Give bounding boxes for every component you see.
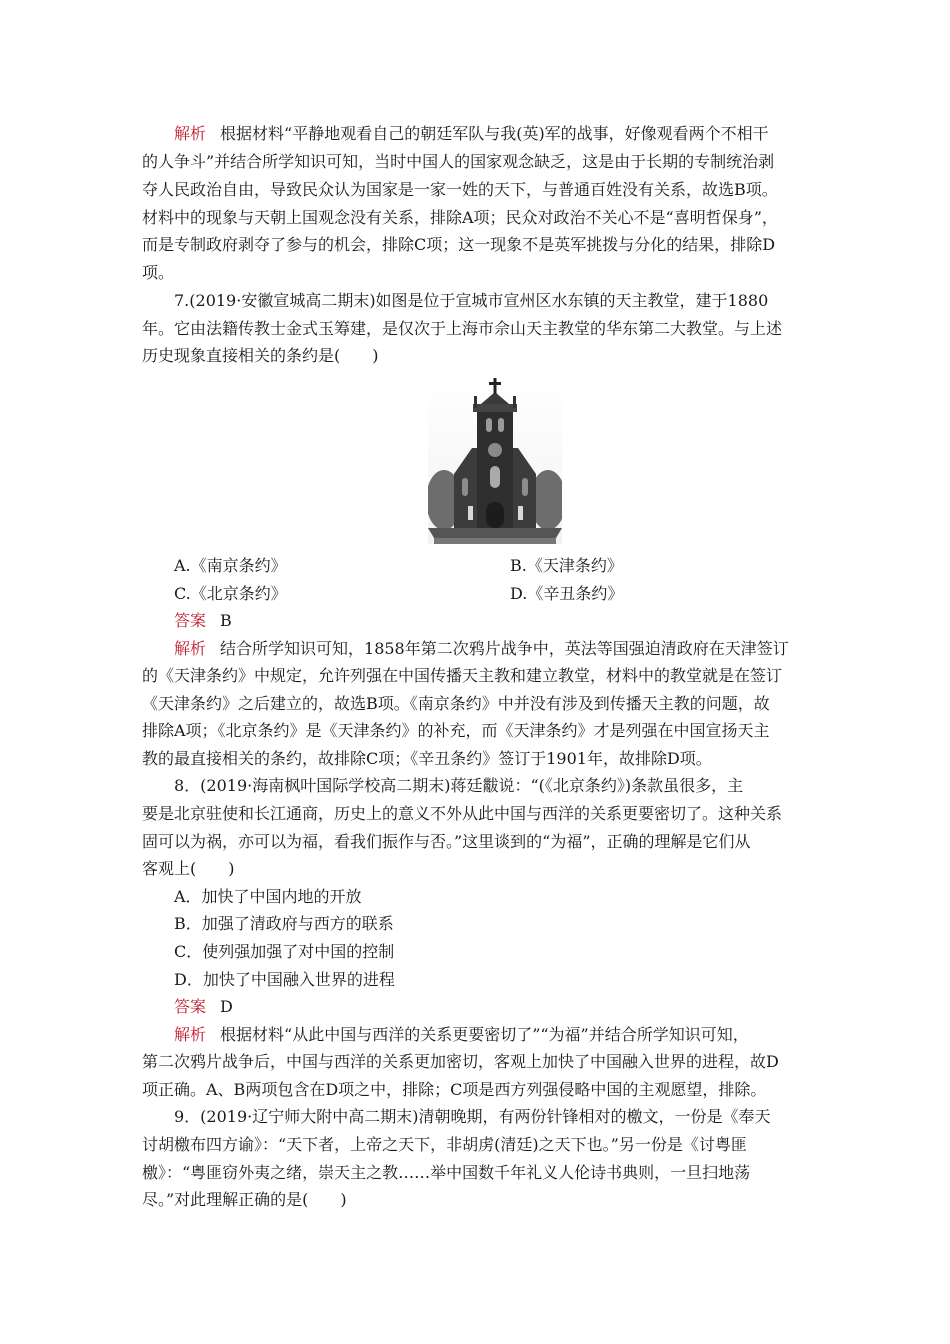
- q8-analysis-line-1: 解析 根据材料“从此中国与西洋的关系更要密切了”“为福”并结合所学知识可知，: [174, 1025, 749, 1044]
- q7-analysis-line-4: 排除A项；《北京条约》是《天津条约》的补充，而《天津条约》才是列强在中国宣扬天主: [142, 721, 770, 740]
- q7-stem-line-3: 历史现象直接相关的条约是( ): [142, 346, 379, 365]
- analysis-label: 解析: [174, 1025, 207, 1044]
- q9-stem-line-3: 檄》：“粤匪窃外夷之绪，崇天主之教……举中国数千年礼义人伦诗书典则，一旦扫地荡: [142, 1163, 751, 1182]
- answer-label: 答案: [174, 997, 207, 1016]
- q8-analysis-line-2: 第二次鸦片战争后，中国与西洋的关系更加密切，客观上加快了中国融入世界的进程，故D: [142, 1052, 779, 1071]
- church-photo: [428, 378, 562, 544]
- q8-stem-line-2: 要是北京驻使和长江通商，历史上的意义不外从此中国与西洋的关系更要密切了。这种关系: [142, 804, 783, 823]
- q6-analysis-line-2: 的人争斗”并结合所学知识可知，当时中国人的国家观念缺乏，这是由于长期的专制统治剥: [142, 152, 775, 171]
- q8-analysis-line-3: 项正确。A、B两项包含在D项之中，排除；C项是西方列强侵略中国的主观愿望，排除。: [142, 1080, 767, 1099]
- q6-analysis-line-4: 材料中的现象与天朝上国观念没有关系，排除A项；民众对政治不关心不是“喜明哲保身”，: [142, 208, 778, 227]
- q8-option-d: D．加快了中国融入世界的进程: [174, 970, 395, 989]
- answer-value: B: [220, 611, 232, 630]
- answer-value: D: [220, 997, 233, 1016]
- q7-analysis-line-1: 解析 结合所学知识可知，1858年第二次鸦片战争中，英法等国强迫清政府在天津签订: [174, 639, 789, 658]
- q9-stem-line-4: 尽。”对此理解正确的是( ): [142, 1190, 347, 1209]
- q6-analysis-line-3: 夺人民政治自由，导致民众认为国家是一家一姓的天下，与普通百姓没有关系，故选B项。: [142, 180, 778, 199]
- analysis-label: 解析: [174, 639, 207, 658]
- q8-option-b: B．加强了清政府与西方的联系: [174, 914, 394, 933]
- q6-analysis-line-6: 项。: [142, 263, 175, 282]
- q7-option-a: A.《南京条约》: [174, 556, 287, 575]
- q8-stem-line-4: 客观上( ): [142, 859, 235, 878]
- q8-option-a: A．加快了中国内地的开放: [174, 887, 362, 906]
- q8-stem-line-1: 8．(2019·海南枫叶国际学校高二期末)蒋廷黻说：“(《北京条约》)条款虽很多，主: [174, 776, 744, 795]
- q7-analysis-line-5: 教的最直接相关的条约，故排除C项；《辛丑条约》签订于1901年，故排除D项。: [142, 749, 712, 768]
- q6-analysis-line-5: 而是专制政府剥夺了参与的机会，排除C项；这一现象不是英军挑拨与分化的结果，排除D: [142, 235, 776, 254]
- q8-answer: [142, 993, 233, 1021]
- q8-stem-line-3: 固可以为祸，亦可以为福，看我们振作与否。”这里谈到的“为福”，正确的理解是它们从: [142, 832, 751, 851]
- q8-option-c: C．使列强加强了对中国的控制: [174, 942, 395, 961]
- q7-stem-line-2: 年。它由法籍传教士金式玉筹建，是仅次于上海市佘山天主教堂的华东第二大教堂。与上述: [142, 319, 783, 338]
- q9-stem-line-2: 讨胡檄布四方谕》：“天下者，上帝之天下，非胡虏(清廷)之天下也。”另一份是《讨粤匪: [142, 1135, 747, 1154]
- q7-stem-line-1: 7.(2019·安徽宣城高二期末)如图是位于宣城市宣州区水东镇的天主教堂，建于1880: [174, 291, 769, 310]
- q6-analysis-line-1: 解析 根据材料“平静地观看自己的朝廷军队与我(英)军的战事，好像观看两个不相干: [174, 124, 769, 143]
- q7-option-d: D.《辛丑条约》: [510, 584, 624, 603]
- answer-label: 答案: [174, 611, 207, 630]
- q7-option-b: B.《天津条约》: [510, 556, 623, 575]
- analysis-label: 解析: [174, 124, 207, 143]
- q7-analysis-line-3: 《天津条约》之后建立的，故选B项。《南京条约》中并没有涉及到传播天主教的问题，故: [142, 694, 770, 713]
- q7-option-c: C.《北京条约》: [174, 584, 287, 603]
- q7-analysis-line-2: 的《天津条约》中规定，允许列强在中国传播天主教和建立教堂，材料中的教堂就是在签订: [142, 666, 783, 685]
- q9-stem-line-1: 9．(2019·辽宁师大附中高二期末)清朝晚期，有两份针锋相对的檄文，一份是《奉天: [174, 1107, 771, 1126]
- q7-answer: [142, 607, 232, 635]
